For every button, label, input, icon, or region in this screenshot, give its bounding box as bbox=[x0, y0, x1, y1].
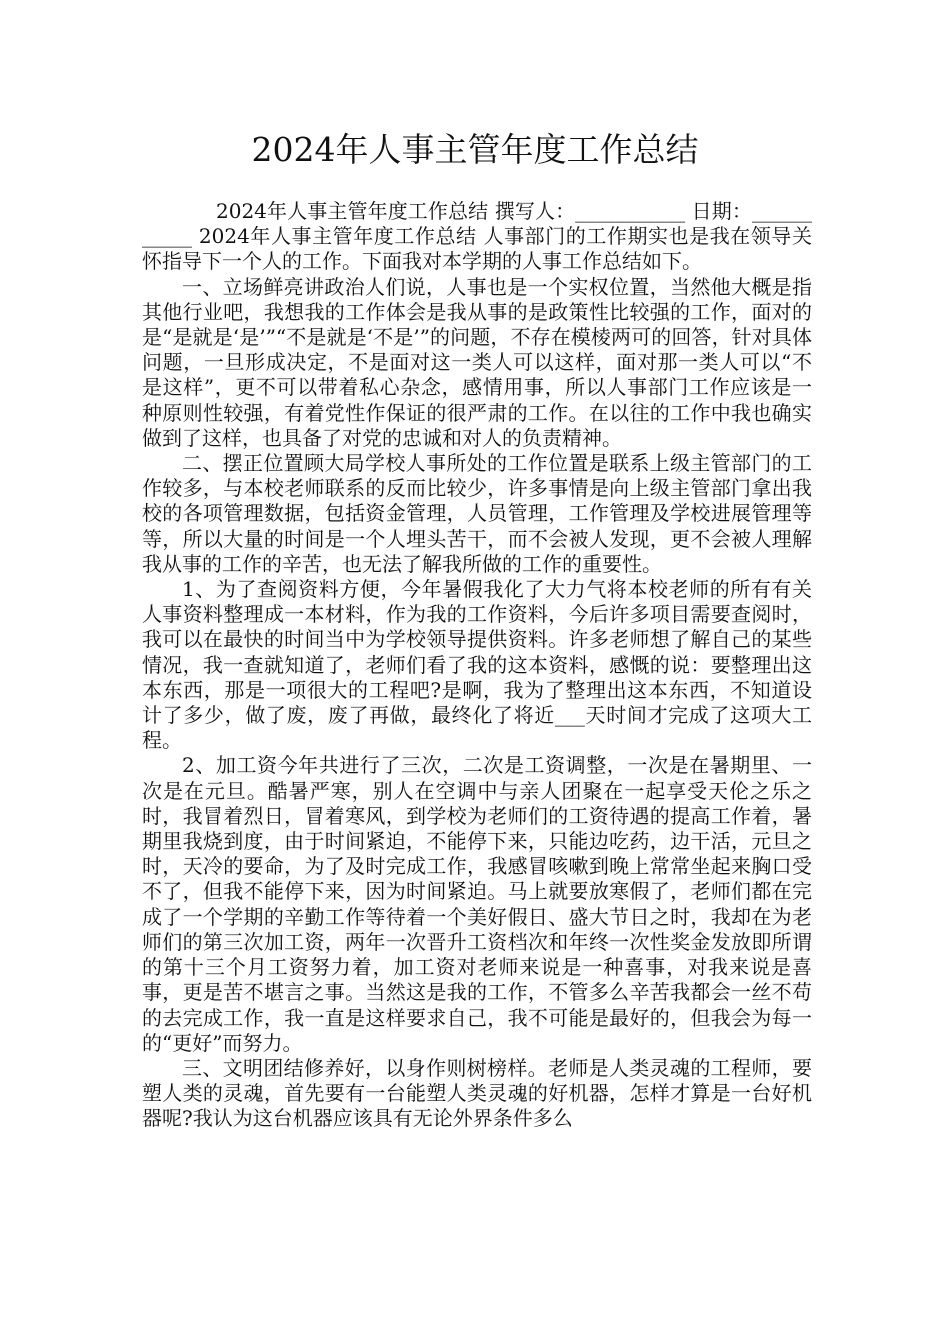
section-3-paragraph: 三、文明团结修养好，以身作则树榜样。老师是人类灵魂的工程师，要塑人类的灵魂，首先要有一台能塑人类灵魂的好机器，怎样才算是一台好机器呢?我认为这台机器应该具有无论外界条件多么 bbox=[142, 1055, 812, 1131]
item-1-paragraph: 1、为了查阅资料方便，今年暑假我化了大力气将本校老师的所有有关人事资料整理成一本材料，作为我的工作资料，今后许多项目需要查阅时，我可以在最快的时间当中为学校领导提供资料。许多老师想了解自己的某些情况，我一查就知道了，老师们看了我的这本资料，感慨的说：要整理出这本东西，那是一项很大的工程吧?是啊，我为了整理出这本东西，不知道设计了多少，做了废，废了再做，最终化了将近___天时间才完成了这项大工程。 bbox=[142, 577, 812, 753]
item-2-paragraph: 2、加工资今年共进行了三次，二次是工资调整，一次是在暑期里、一次是在元旦。酷暑严寒，别人在空调中与亲人团聚在一起享受天伦之乐之时，我冒着烈日，冒着寒风，到学校为老师们的工资待遇的提高工作着，暑期里我烧到度，由于时间紧迫，不能停下来，只能边吃药，边干活，元旦之时，天冷的要命，为了及时完成工作，我感冒咳嗽到晚上常常坐起来胸口受不了，但我不能停下来，因为时间紧迫。马上就要放寒假了，老师们都在完成了一个学期的辛勤工作等待着一个美好假日、盛大节日之时，我却在为老师们的第三次加工资，两年一次晋升工资档次和年终一次性奖金发放即所谓的第十三个月工资努力着，加工资对老师来说是一种喜事，对我来说是喜事，更是苦不堪言之事。当然这是我的工作，不管多么辛苦我都会一丝不苟的去完成工作，我一直是这样要求自己，我不可能是最好的，但我会为每一的“更好”而努力。 bbox=[142, 753, 812, 1055]
document-body bbox=[142, 199, 812, 1132]
section-1-paragraph: 一、立场鲜亮讲政治人们说，人事也是一个实权位置，当然他大概是指其他行业吧，我想我的工作体会是我从事的是政策性比较强的工作，面对的是“是就是‘是’”“不是就是‘不是’”的问题，不存在模棱两可的回答，针对具体问题，一旦形成决定，不是面对这一类人可以这样，面对那一类人可以“不是这样”，更不可以带着私心杂念，感情用事，所以人事部门工作应该是一种原则性较强，有着党性作保证的很严肃的工作。在以往的工作中我也确实做到了这样，也具备了对党的忠诚和对人的负责精神。 bbox=[142, 274, 812, 450]
section-2-paragraph: 二、摆正位置顾大局学校人事所处的工作位置是联系上级主管部门的工作较多，与本校老师联系的反而比较少，许多事情是向上级主管部门拿出我校的各项管理数据，包括资金管理，人员管理，工作管理及学校进展管理等等，所以大量的时间是一个人埋头苦干，而不会被人发现，更不会被人理解我从事的工作的辛苦，也无法了解我所做的工作的重要性。 bbox=[142, 451, 812, 576]
document-title: 2024年人事主管年度工作总结 bbox=[251, 130, 699, 169]
intro-paragraph: 2024年人事主管年度工作总结 撰写人：___________ 日期：___________ 2024年人事主管年度工作总结 人事部门的工作期实也是我在领导关怀指导下一个人的工作。下面我对本学期的人事工作总结如下。 bbox=[142, 199, 812, 274]
